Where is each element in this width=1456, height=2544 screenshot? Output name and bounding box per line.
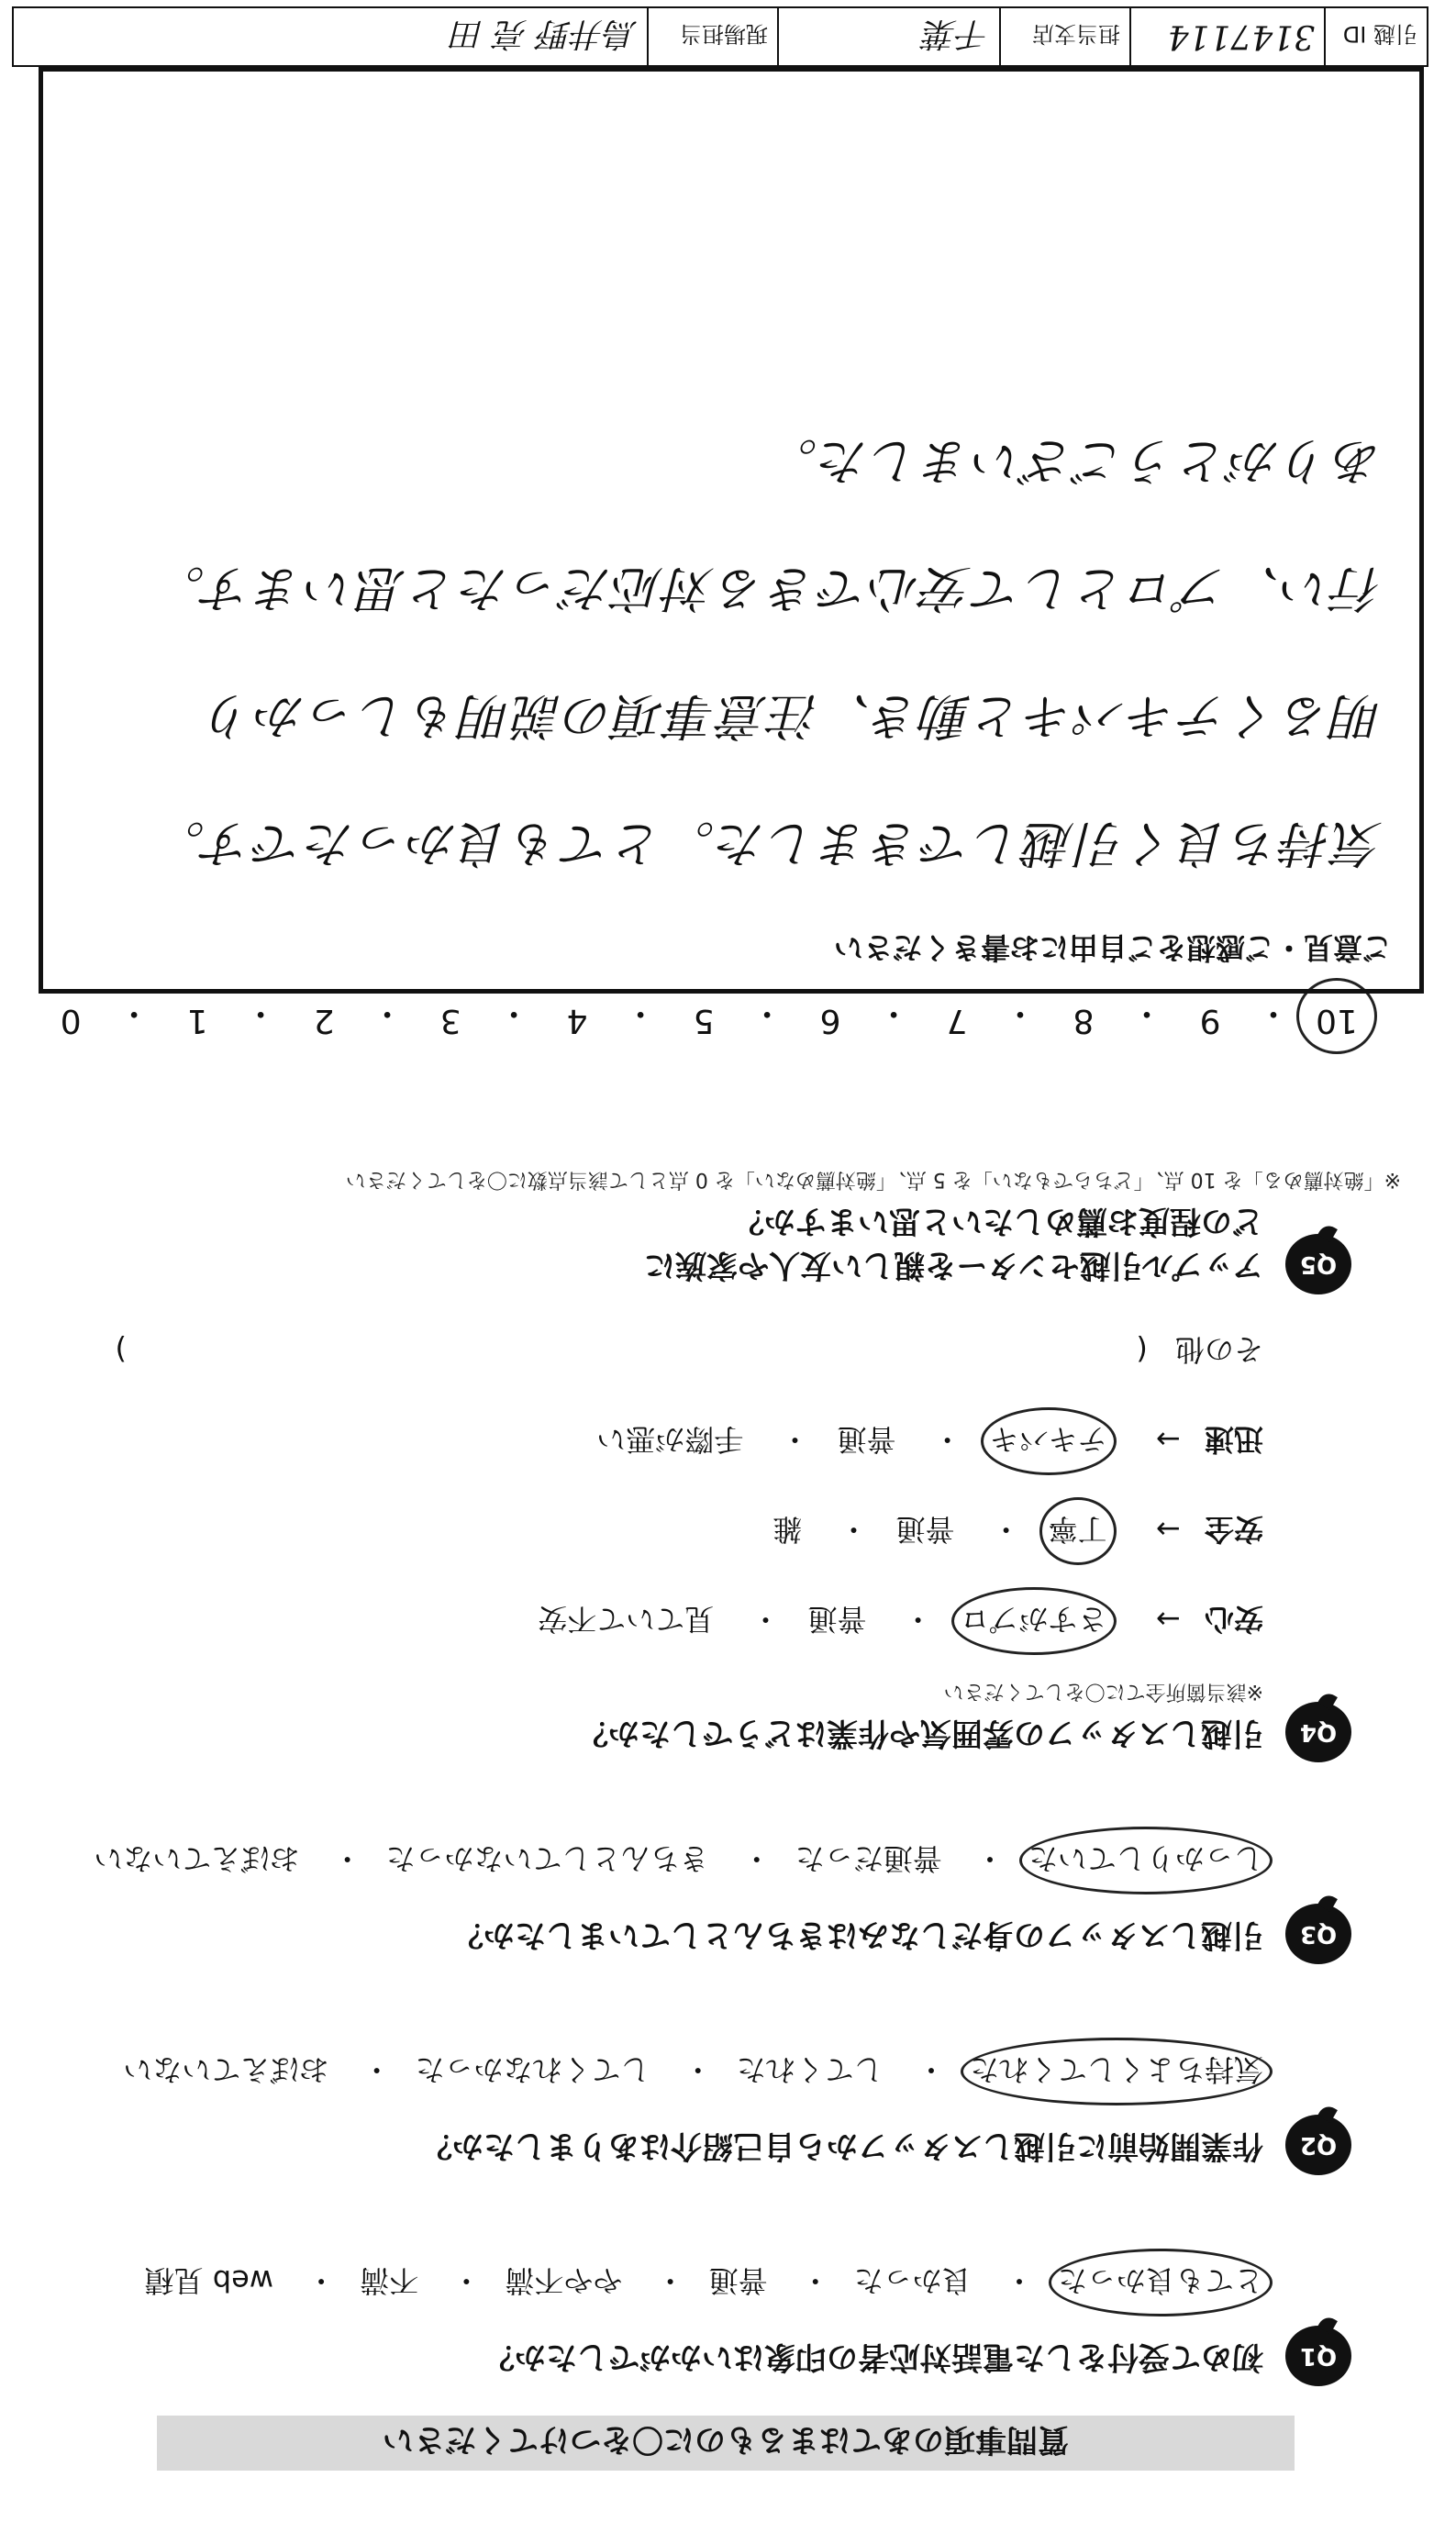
q4-option[interactable]: 見ていて不安 [538,1602,715,1637]
q4-other-open: ( [1136,1332,1148,1367]
q4-text: 引越しスタッフの雰囲気や作業はどうでしたか？ [577,1715,1263,1751]
q2-text: 作業開始前に引越しスタッフから自己紹介はありましたか？ [421,2127,1263,2164]
q4-row-label: 安心 [1204,1602,1263,1637]
q5-score[interactable]: 7 [946,1002,968,1039]
q4-note: ※該当箇所全てに〇をしてください [943,1680,1263,1703]
q5-badge: Q5 [1285,1234,1351,1294]
q5-note: ※「絶対薦める」を 10 点、「どちらでもない」を 5 点、「絶対薦めない」を 0 点として該当点数に〇をしてください [345,1168,1401,1191]
q4-option-selected[interactable]: 丁寧 [1049,1510,1107,1552]
leader-value: 鳥井野 亮 田 [451,15,638,53]
q4-option[interactable]: 普通 [895,1512,955,1547]
comment-line: 気持ち良く引越しできました。とても良かったです。 [153,815,1383,872]
q5-score[interactable]: 4 [566,1002,588,1039]
q5-score-selected[interactable]: 10 [1309,993,1364,1039]
q4-option[interactable]: 普通 [837,1422,896,1457]
q3-option[interactable]: 普通だった [795,1841,942,1876]
q3-option[interactable]: きちんとしていなかった [385,1841,709,1876]
comment-box[interactable] [39,67,1424,994]
q4-badge: Q4 [1285,1702,1351,1762]
q5-score[interactable]: 6 [819,1002,841,1039]
branch-value: 千葉 [777,8,999,65]
comment-line: 行い、プロとして安心できる対応だったと思います。 [153,560,1383,617]
q5-score[interactable]: 3 [439,1002,461,1039]
arrow-icon: → [1156,1422,1181,1457]
q5-score[interactable]: 8 [1073,1002,1095,1039]
q1-option-selected[interactable]: とても良かった [1058,2261,1263,2304]
q4-option[interactable]: 雑 [772,1512,803,1547]
q5-score[interactable]: 5 [693,1002,715,1039]
question-3 [71,1839,1338,1957]
q3-option[interactable]: おぼえていない [94,1841,300,1876]
q4-other-label: その他 [1174,1332,1263,1367]
q5-score[interactable]: 1 [186,1002,208,1039]
question-2 [71,2050,1338,2168]
q4-row-jinsoku: 迅速 → テキパキ・ 普通・ 手際が悪い [71,1420,1263,1462]
q1-badge: Q1 [1285,2326,1351,2386]
q1-text: 初めて受付をした電話対応者の印象はいかがでしたか？ [483,2338,1263,2375]
q5-score[interactable]: 9 [1199,1002,1221,1039]
q5-scale: 10 ・ 9 ・ 8 ・ 7 ・ 6 ・ 5 ・ 4 ・ 3 ・ 2 ・ 1 ・ 0 [43,993,1364,1039]
q1-option[interactable]: 不満 [360,2263,419,2298]
q4-option-selected[interactable]: さすがプロ [961,1600,1107,1642]
q1-option[interactable]: やや不満 [505,2263,623,2298]
q2-option[interactable]: してくれなかった [415,2052,650,2087]
q3-badge: Q3 [1285,1904,1351,1964]
q5-text-line2: どの程度お薦めしたいと思いますか？ [733,1203,1263,1239]
staff-info-row [12,6,1428,67]
q5-score[interactable]: 2 [313,1002,335,1039]
q1-option[interactable]: 良かった [853,2263,972,2298]
q2-option-selected[interactable]: 気持ちよくしてくれた [970,2050,1263,2093]
comment-heading: ご意見・ご感想をご自由にお書きください [833,930,1392,965]
q4-row-anzen: 安全 → 丁寧・ 普通・ 雑 [71,1510,1263,1552]
q3-text: 引越しスタッフの身だしなみはきちんとしていましたか？ [452,1916,1263,1953]
q1-option[interactable]: 普通 [708,2263,768,2298]
question-5 [71,1167,1401,1287]
q2-options: 気持ちよくしてくれた・ してくれた・ してくれなかった・ おぼえていない [71,2050,1263,2093]
q5-text-line1: アップル引越センターを親しい友人や家族に [644,1247,1263,1283]
question-4 [71,1330,1338,1755]
arrow-icon: → [1156,1512,1181,1547]
q2-badge: Q2 [1285,2115,1351,2175]
q4-row-label: 安全 [1204,1512,1263,1547]
q4-row-anshin: 安心 → さすがプロ・ 普通・ 見ていて不安 [71,1600,1263,1642]
q4-other [71,1330,1263,1372]
id-label: 引越 ID [1324,8,1427,65]
q2-option[interactable]: おぼえていない [123,2052,329,2087]
q4-row-label: 迅速 [1204,1422,1263,1457]
q3-options: しっかりしていた・ 普通だった・ きちんとしていなかった・ おぼえていない [71,1839,1263,1882]
section-header: 質問事項のあてはまるものに〇をつけてください [157,2416,1295,2471]
q4-option[interactable]: 手際が悪い [596,1422,744,1457]
q2-option[interactable]: してくれた [736,2052,884,2087]
q1-option[interactable]: web 見積 [144,2263,273,2298]
comment-line: 明るくテキパキと動き、注意事項の説明もしっかり [203,687,1383,745]
comment-line: ありがとうございました。 [766,432,1383,490]
arrow-icon: → [1156,1602,1181,1637]
q4-option[interactable]: 普通 [807,1602,867,1637]
q1-options: とても良かった・ 良かった・ 普通・ やや不満・ 不満・ web 見積 [71,2261,1263,2304]
q5-score[interactable]: 0 [60,1002,82,1039]
branch-label: 担当支店 [999,8,1129,65]
q4-option-selected[interactable]: テキパキ [990,1420,1107,1462]
q4-other-close: ) [115,1332,127,1367]
q3-option-selected[interactable]: しっかりしていた [1028,1839,1263,1882]
leader-label: 現場担当 [647,8,777,65]
id-value: 3147114 [1129,8,1324,65]
question-1 [71,2261,1338,2379]
